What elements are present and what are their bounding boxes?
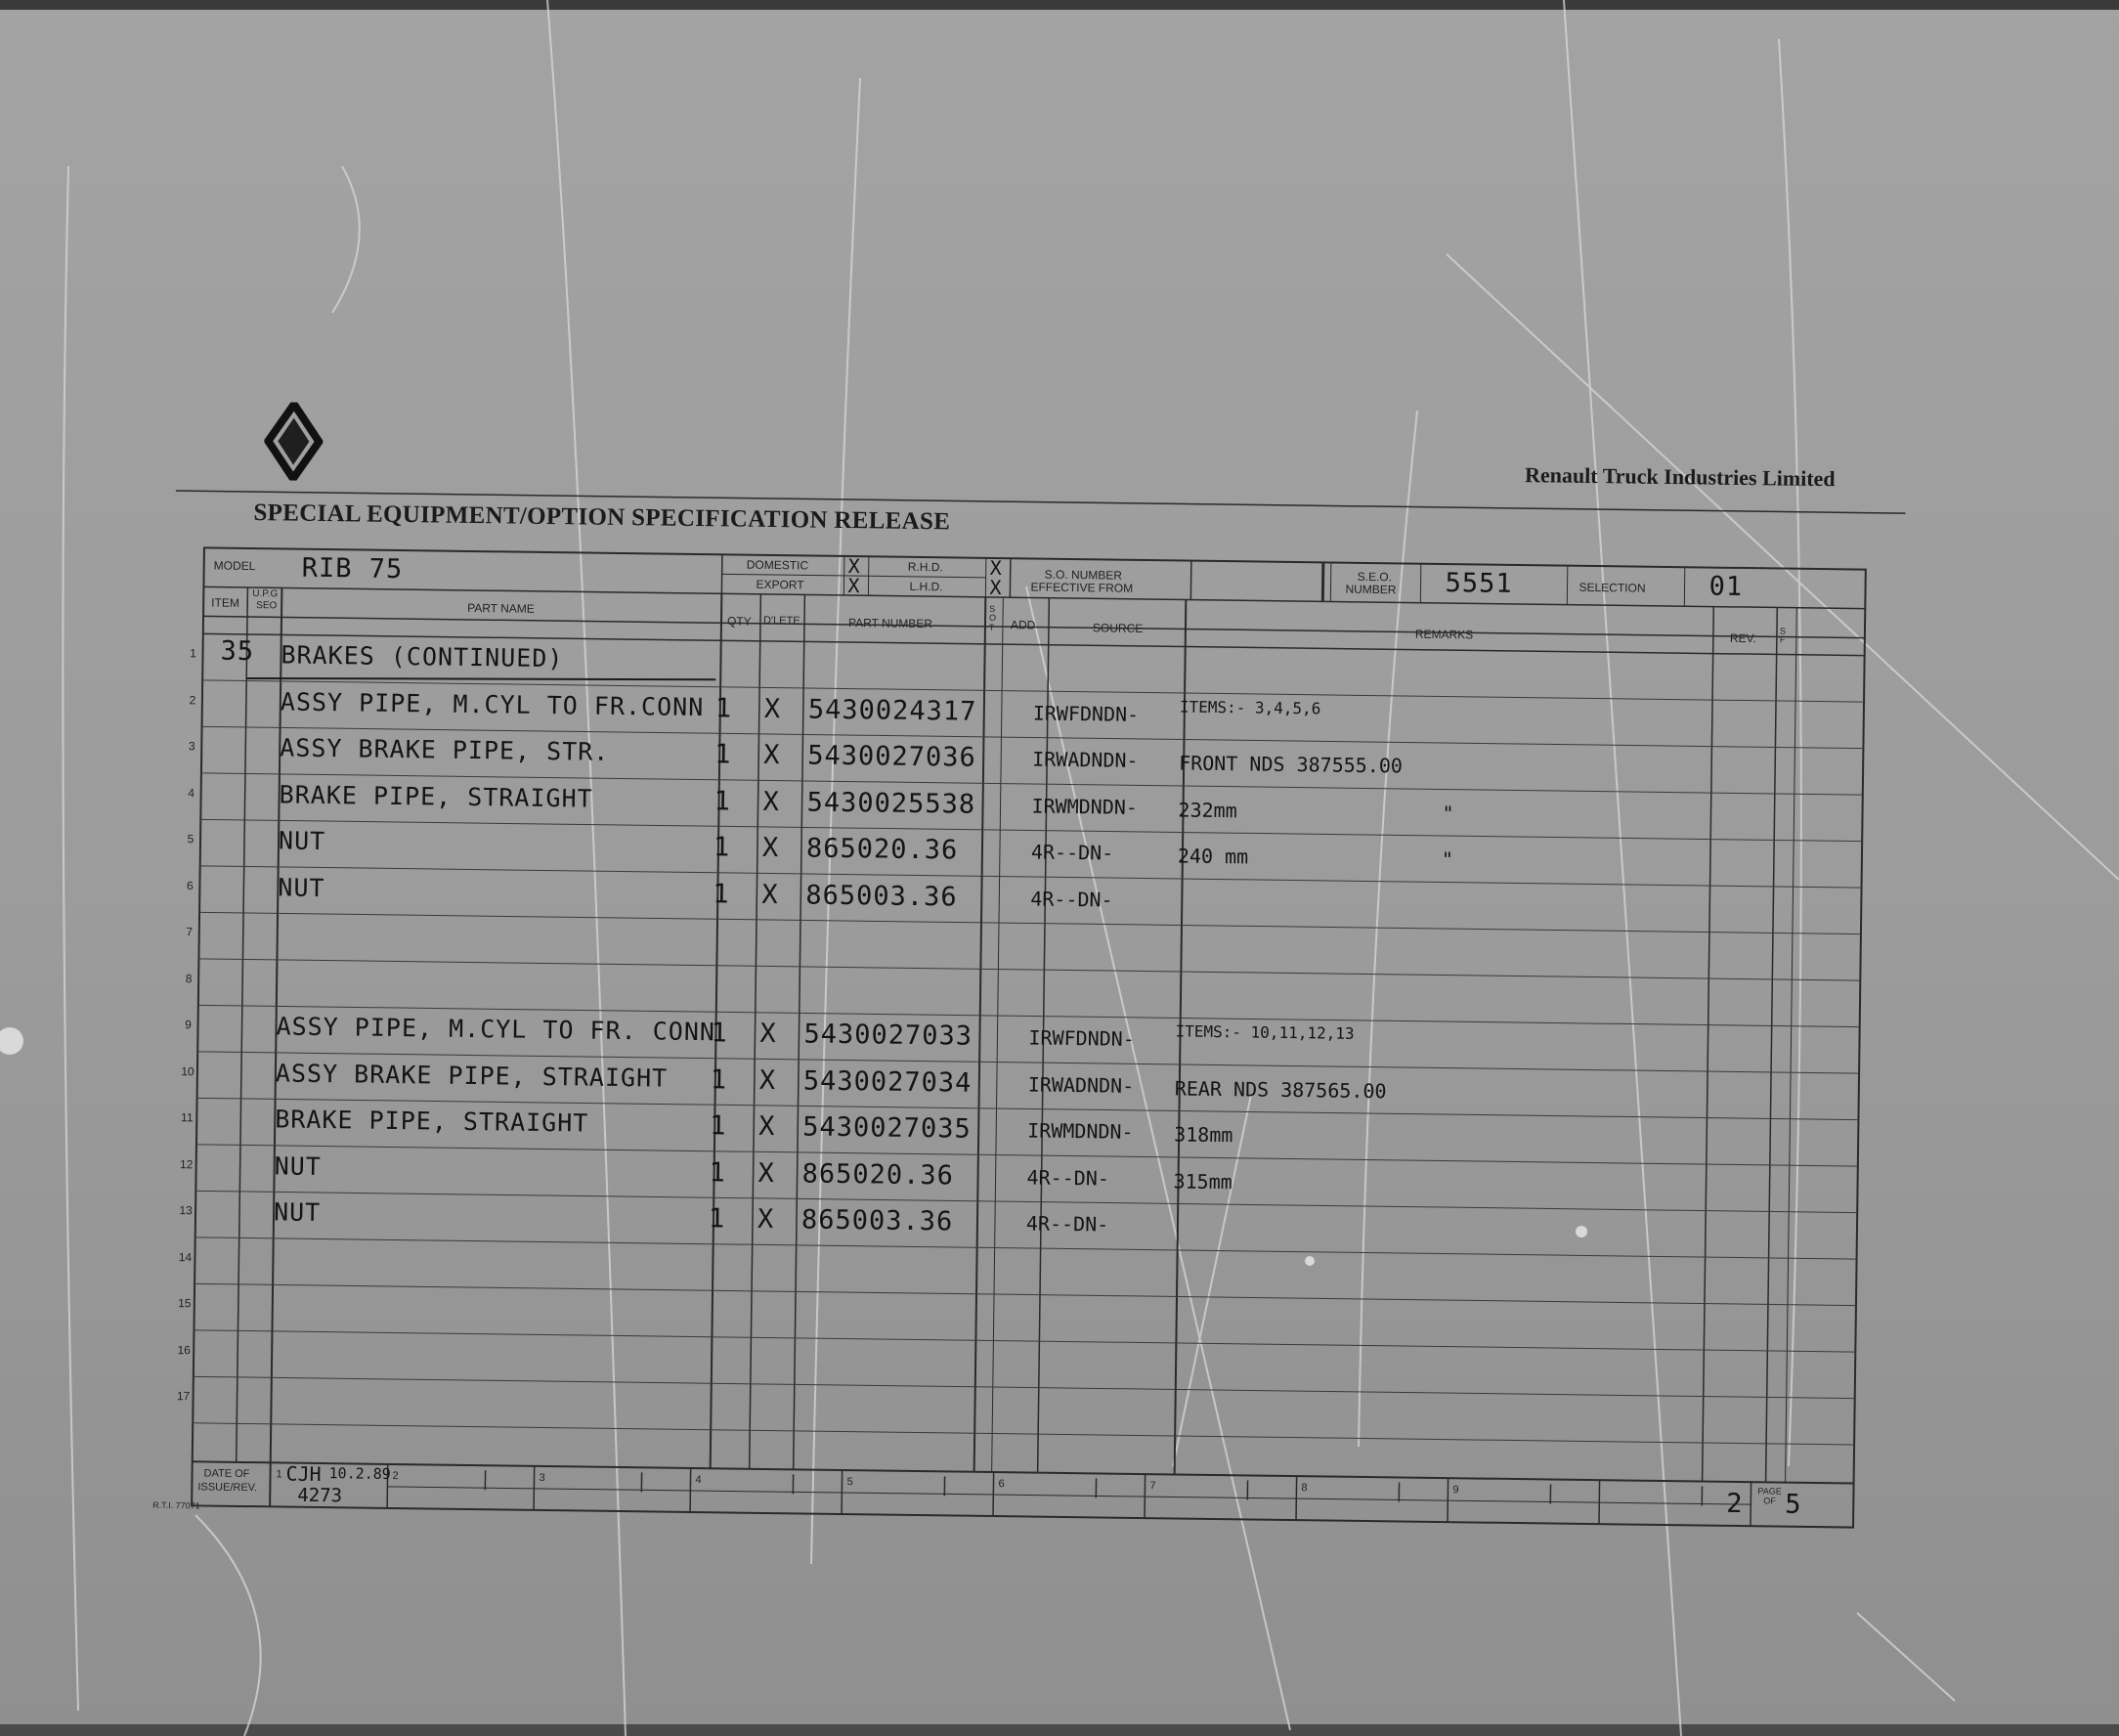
model-label: MODEL: [213, 558, 256, 574]
row-remarks: REAR NDS 387565.00: [1174, 1075, 1387, 1103]
row-item-number: 9: [185, 1018, 192, 1032]
selection-value: 01: [1708, 571, 1744, 602]
col-source: SOURCE: [1092, 621, 1144, 635]
row-source: IRWFDNDN-: [1032, 700, 1140, 726]
row-remarks: ITEMS:- 3,4,5,6: [1179, 696, 1321, 717]
export-label: EXPORT: [756, 577, 804, 592]
row-item-number: 7: [186, 925, 194, 939]
row-source: 4R--DN-: [1026, 1164, 1110, 1191]
issue-1-ref: 4273: [297, 1484, 343, 1507]
page-label: PAGE: [1757, 1486, 1782, 1497]
row-delete-mark: X: [757, 1203, 775, 1236]
col-sot: S O T: [988, 603, 997, 632]
row-part-number: 5430027033: [803, 1019, 973, 1052]
item-rows: [162, 469, 1906, 1557]
row-item-number: 2: [189, 692, 196, 707]
rhd-label: R.H.D.: [907, 559, 943, 575]
row-item-number: 8: [185, 971, 193, 985]
row-qty: 1: [708, 1203, 726, 1235]
row-item-number: 10: [181, 1063, 195, 1078]
row-upg-seo: 35: [220, 635, 255, 668]
row-part-name: ASSY PIPE, M.CYL TO FR. CONN: [276, 1012, 716, 1047]
row-qty: 1: [709, 1156, 727, 1188]
company-name: Renault Truck Industries Limited: [1524, 462, 1836, 492]
issue-slot-number: 3: [539, 1471, 545, 1485]
seo-number-label-1: S.E.O.: [1357, 569, 1393, 585]
page-total: 5: [1785, 1489, 1802, 1520]
col-upg: U.P.G: [252, 588, 279, 600]
row-delete-mark: X: [763, 739, 781, 771]
issue-1-date: 10.2.89: [328, 1464, 391, 1483]
col-seo: SEO: [256, 600, 278, 612]
domestic-checkbox[interactable]: X: [847, 554, 860, 579]
row-item-number: 3: [188, 739, 195, 754]
seo-number-value: 5551: [1445, 568, 1513, 599]
row-part-number: 5430027034: [802, 1064, 973, 1099]
issue-slot-number: 5: [846, 1476, 853, 1489]
date-of-issue-label-1: DATE OF: [203, 1467, 250, 1481]
issue-slot-number: 2: [392, 1469, 399, 1483]
row-item-number: 13: [179, 1203, 193, 1218]
row-item-number: 11: [180, 1110, 194, 1125]
row-part-number: 5430024317: [807, 693, 977, 727]
row-delete-mark: X: [758, 1064, 777, 1096]
rhd-checkbox[interactable]: X: [989, 555, 1002, 581]
model-value: RIB 75: [301, 552, 404, 586]
col-item: ITEM: [211, 595, 239, 610]
seo-number-label-2: NUMBER: [1345, 582, 1397, 597]
row-item-number: 6: [186, 878, 194, 892]
row-part-name: BRAKES (CONTINUED): [281, 640, 564, 673]
effective-from-label: EFFECTIVE FROM: [1030, 580, 1134, 595]
row-part-number: 865003.36: [800, 1204, 954, 1237]
issue-1-number: 1: [276, 1468, 282, 1481]
date-of-issue-label-2: ISSUE/REV.: [197, 1481, 258, 1495]
row-qty: 1: [714, 785, 732, 816]
row-item-number: 15: [178, 1296, 192, 1311]
issue-1-initials: CJH: [285, 1461, 322, 1487]
row-source: 4R--DN-: [1025, 1211, 1109, 1237]
row-remarks-ditto: ": [1441, 846, 1454, 872]
row-part-number: 865020.36: [805, 833, 959, 866]
row-item-number: 4: [188, 785, 195, 800]
issue-slot-number: 7: [1149, 1480, 1156, 1493]
row-item-number: 12: [179, 1156, 194, 1171]
spec-release-form: [152, 462, 1906, 1557]
row-remarks: 240 mm: [1177, 844, 1249, 869]
row-part-name: NUT: [278, 826, 326, 856]
row-source: 4R--DN-: [1030, 886, 1113, 912]
row-qty: 1: [714, 739, 732, 770]
row-delete-mark: X: [758, 1110, 776, 1143]
col-rev: REV.: [1729, 630, 1756, 646]
lhd-checkbox[interactable]: X: [989, 575, 1002, 600]
issue-slot-number: 9: [1452, 1484, 1459, 1497]
row-delete-mark: X: [759, 1018, 777, 1050]
row-part-number: 5430027035: [802, 1111, 972, 1145]
col-delete: D'LETE: [762, 614, 800, 628]
issue-slot-number: 4: [695, 1474, 702, 1487]
so-number-label: S.O. NUMBER: [1044, 567, 1123, 583]
row-part-name: NUT: [274, 1150, 323, 1181]
row-source: IRWMDNDN-: [1031, 793, 1139, 819]
row-delete-mark: X: [761, 832, 780, 864]
row-delete-mark: X: [757, 1157, 776, 1189]
row-part-number: 865003.36: [805, 879, 958, 913]
col-remarks: REMARKS: [1414, 627, 1474, 642]
row-remarks: 232mm: [1178, 797, 1237, 822]
lhd-label: L.H.D.: [909, 579, 943, 594]
domestic-label: DOMESTIC: [746, 557, 809, 573]
row-source: IRWMDNDN-: [1027, 1118, 1134, 1144]
page-of-label: OF: [1763, 1496, 1776, 1506]
form-code: R.T.I. 77071: [152, 1499, 200, 1511]
row-part-name: NUT: [278, 872, 325, 902]
row-remarks: 315mm: [1173, 1168, 1232, 1194]
row-item-number: 16: [177, 1342, 191, 1357]
row-qty: 1: [711, 1018, 728, 1049]
row-part-name: BRAKE PIPE, STRAIGHT: [279, 779, 593, 813]
col-add: ADD: [1010, 618, 1036, 632]
row-source: IRWADNDN-: [1027, 1071, 1135, 1098]
row-delete-mark: X: [762, 786, 781, 817]
row-remarks: 318mm: [1174, 1122, 1233, 1148]
row-item-number: 17: [176, 1389, 191, 1404]
row-source: 4R--DN-: [1030, 840, 1114, 865]
row-item-number: 5: [187, 832, 195, 846]
col-part-number: PART NUMBER: [847, 616, 933, 631]
row-part-name: ASSY BRAKE PIPE, STR.: [280, 733, 610, 766]
issue-slot-number: 6: [998, 1478, 1005, 1491]
col-qty: QTY: [726, 614, 752, 629]
row-remarks: FRONT NDS 387555.00: [1178, 751, 1404, 778]
export-checkbox[interactable]: X: [847, 574, 860, 598]
row-qty: 1: [710, 1063, 728, 1095]
row-source: IRWFDNDN-: [1028, 1025, 1135, 1051]
form-title: SPECIAL EQUIPMENT/OPTION SPECIFICATION RELEASE: [253, 499, 951, 536]
selection-label: SELECTION: [1578, 580, 1646, 595]
row-part-name: BRAKE PIPE, STRAIGHT: [275, 1105, 589, 1138]
row-source: IRWADNDN-: [1032, 747, 1139, 772]
row-item-number: 14: [178, 1249, 193, 1264]
row-part-name: ASSY PIPE, M.CYL TO FR.CONN: [280, 686, 705, 721]
renault-logo-icon: [264, 402, 324, 481]
row-delete-mark: X: [761, 879, 779, 910]
col-sf: S F: [1779, 626, 1787, 646]
issue-slot-number: 8: [1301, 1482, 1308, 1495]
row-remarks: ITEMS:- 10,11,12,13: [1175, 1021, 1355, 1043]
row-part-number: 865020.36: [801, 1157, 955, 1191]
row-qty: 1: [710, 1110, 727, 1142]
row-part-number: 5430027036: [807, 740, 976, 773]
row-qty: 1: [713, 832, 731, 863]
row-part-name: NUT: [273, 1197, 322, 1228]
row-qty: 1: [714, 692, 733, 723]
row-part-name: ASSY BRAKE PIPE, STRAIGHT: [275, 1058, 669, 1093]
row-delete-mark: X: [763, 693, 782, 724]
row-qty: 1: [713, 878, 730, 909]
col-part-name: PART NAME: [467, 600, 535, 616]
row-part-number: 5430025538: [806, 786, 976, 820]
page-number: 2: [1726, 1488, 1744, 1520]
row-item-number: 1: [190, 646, 196, 661]
row-remarks-ditto: ": [1442, 801, 1454, 825]
